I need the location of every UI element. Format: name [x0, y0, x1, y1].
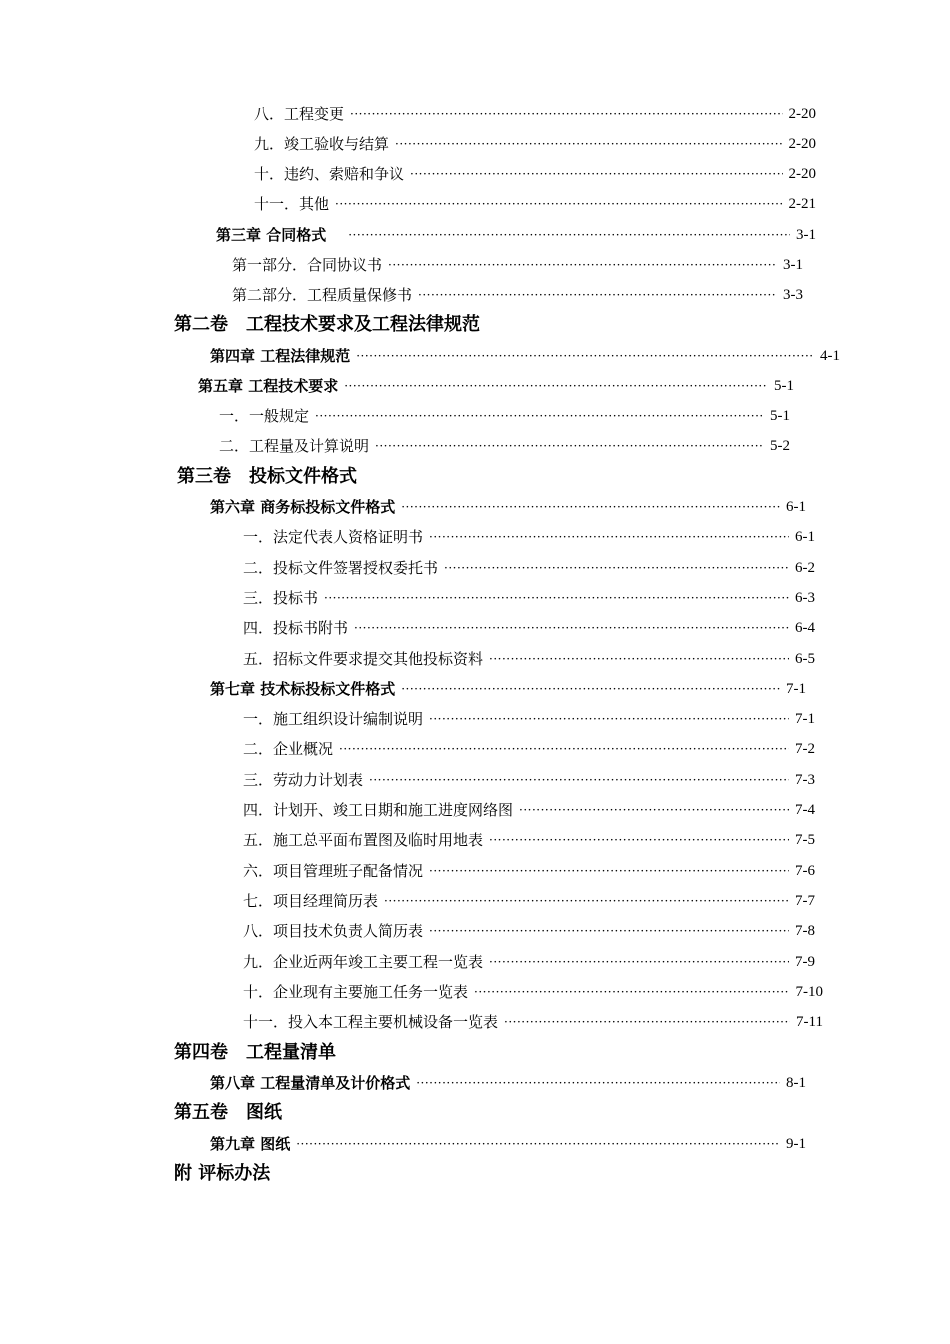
dot-leader	[504, 1010, 790, 1034]
toc-chapter	[210, 1071, 806, 1095]
dot-leader	[489, 647, 789, 671]
dot-leader	[348, 223, 790, 247]
dot-leader	[401, 677, 780, 701]
toc-entry-page: 7-9	[795, 954, 815, 970]
toc-entry	[243, 798, 815, 822]
dot-leader	[444, 556, 789, 580]
toc-entry-page: 7-3	[795, 772, 815, 788]
toc-entry-label: 八．工程变更	[254, 105, 345, 123]
toc-entry	[243, 1010, 823, 1034]
toc-entry	[243, 828, 815, 852]
toc-entry	[243, 768, 815, 792]
toc-entry-label: 八．项目技术负责人简历表	[243, 922, 424, 940]
toc-entry-label: 五．施工总平面布置图及临时用地表	[243, 831, 484, 849]
toc-entry-page: 3-3	[783, 287, 803, 303]
toc-entry	[243, 889, 815, 913]
toc-entry-page: 5-2	[770, 438, 790, 454]
volume-heading: 第五卷 图纸	[174, 1102, 282, 1123]
toc-entry-label: 五．招标文件要求提交其他投标资料	[243, 650, 484, 668]
toc-entry-page: 7-7	[795, 893, 815, 909]
toc-entry	[232, 283, 803, 307]
toc-entry	[254, 162, 816, 186]
dot-leader	[429, 919, 789, 943]
dot-leader	[519, 798, 789, 822]
toc-entry-label: 一．施工组织设计编制说明	[243, 710, 424, 728]
toc-chapter	[198, 374, 794, 398]
dot-leader	[315, 404, 764, 428]
toc-entry-page: 6-4	[795, 620, 815, 636]
toc-entry-page: 2-20	[788, 106, 816, 122]
toc-entry	[243, 980, 823, 1004]
toc-entry-label: 三．投标书	[243, 589, 319, 607]
dot-leader	[429, 859, 789, 883]
toc-entry-page: 6-5	[795, 651, 815, 667]
toc-entry-page: 7-4	[795, 802, 815, 818]
dot-leader	[350, 102, 782, 126]
toc-entry-page: 6-2	[795, 560, 815, 576]
toc-entry-label: 四．计划开、竣工日期和施工进度网络图	[243, 801, 514, 819]
toc-entry-label: 一．法定代表人资格证明书	[243, 528, 424, 546]
toc-entry-page: 7-6	[795, 863, 815, 879]
toc-chapter	[210, 495, 806, 519]
toc-entry	[243, 859, 815, 883]
toc-entry-page: 7-11	[796, 1014, 823, 1030]
toc-entry-label: 三．劳动力计划表	[243, 771, 364, 789]
chapter-title: 第七章 技术标投标文件格式	[210, 680, 396, 698]
dot-leader	[416, 1071, 780, 1095]
toc-entry-label: 四．投标书附书	[243, 619, 349, 637]
toc-entry	[243, 556, 815, 580]
chapter-title: 第九章 图纸	[210, 1135, 291, 1153]
toc-entry	[243, 707, 815, 731]
toc-entry	[254, 132, 816, 156]
toc-entry	[243, 586, 815, 610]
toc-entry-label: 九．竣工验收与结算	[254, 135, 390, 153]
toc-entry-page: 7-5	[795, 832, 815, 848]
toc-entry-label: 十一．其他	[254, 195, 330, 213]
toc-entry-page: 7-8	[795, 923, 815, 939]
toc-entry	[243, 737, 815, 761]
toc-entry-label: 第二部分．工程质量保修书	[232, 286, 413, 304]
toc-entry-page: 7-10	[795, 984, 823, 1000]
toc-chapter	[210, 677, 806, 701]
dot-leader	[474, 980, 789, 1004]
toc-entry-label: 九．企业近两年竣工主要工程一览表	[243, 953, 484, 971]
toc-entry	[219, 404, 790, 428]
toc-entry-page: 5-1	[774, 378, 794, 394]
toc-entry-label: 二．企业概况	[243, 740, 334, 758]
dot-leader	[429, 525, 789, 549]
toc-entry	[243, 616, 815, 640]
dot-leader	[339, 737, 789, 761]
dot-leader	[354, 616, 789, 640]
toc-entry-label: 一．一般规定	[219, 407, 310, 425]
toc-entry-page: 7-2	[795, 741, 815, 757]
toc-entry-label: 七．项目经理简历表	[243, 892, 379, 910]
dot-leader	[401, 495, 780, 519]
toc-entry	[243, 919, 815, 943]
toc-entry	[254, 102, 816, 126]
toc-entry-page: 2-21	[788, 196, 816, 212]
toc-entry-label: 二．工程量及计算说明	[219, 437, 370, 455]
toc-entry	[232, 253, 803, 277]
toc-chapter	[210, 1132, 806, 1156]
toc-entry-page: 5-1	[770, 408, 790, 424]
dot-leader	[344, 374, 768, 398]
chapter-title: 第六章 商务标投标文件格式	[210, 498, 396, 516]
toc-entry-label: 二．投标文件签署授权委托书	[243, 559, 439, 577]
toc-entry-page: 2-20	[788, 136, 816, 152]
dot-leader	[296, 1132, 780, 1156]
dot-leader	[429, 707, 789, 731]
dot-leader	[410, 162, 782, 186]
toc-entry	[243, 525, 815, 549]
toc-entry-page: 7-1	[795, 711, 815, 727]
dot-leader	[369, 768, 789, 792]
toc-entry-page: 2-20	[788, 166, 816, 182]
volume-heading: 第二卷 工程技术要求及工程法律规范	[174, 314, 480, 335]
chapter-title: 第八章 工程量清单及计价格式	[210, 1074, 411, 1092]
volume-heading: 第四卷 工程量清单	[174, 1042, 336, 1063]
dot-leader	[384, 889, 789, 913]
toc-entry-page: 3-1	[783, 257, 803, 273]
toc-entry-page: 8-1	[786, 1075, 806, 1091]
toc-entry-page: 4-1	[820, 348, 840, 364]
toc-entry-label: 十一．投入本工程主要机械设备一览表	[243, 1013, 499, 1031]
toc-entry-page: 6-1	[786, 499, 806, 515]
toc-entry-page: 9-1	[786, 1136, 806, 1152]
dot-leader	[335, 192, 782, 216]
chapter-title: 第五章 工程技术要求	[198, 377, 339, 395]
dot-leader	[375, 434, 764, 458]
dot-leader	[489, 828, 789, 852]
toc-chapter	[216, 223, 816, 247]
toc-chapter	[210, 344, 840, 368]
dot-leader	[418, 283, 777, 307]
appendix-heading: 附 评标办法	[174, 1163, 271, 1184]
volume-heading: 第三卷 投标文件格式	[177, 466, 357, 487]
toc-entry	[254, 192, 816, 216]
toc-entry	[243, 647, 815, 671]
dot-leader	[356, 344, 814, 368]
chapter-title: 第四章 工程法律规范	[210, 347, 351, 365]
toc-entry	[219, 434, 790, 458]
toc-entry-page: 6-3	[795, 590, 815, 606]
dot-leader	[489, 950, 789, 974]
dot-leader	[388, 253, 777, 277]
toc-entry-label: 六．项目管理班子配备情况	[243, 862, 424, 880]
toc-entry-label: 第一部分．合同协议书	[232, 256, 383, 274]
toc-entry-page: 3-1	[796, 227, 816, 243]
toc-entry-page: 7-1	[786, 681, 806, 697]
dot-leader	[324, 586, 789, 610]
toc-entry	[243, 950, 815, 974]
dot-leader	[395, 132, 782, 156]
toc-entry-label: 十．违约、索赔和争议	[254, 165, 405, 183]
toc-entry-label: 十．企业现有主要施工任务一览表	[243, 983, 469, 1001]
chapter-title: 第三章 合同格式	[216, 226, 327, 244]
toc-entry-page: 6-1	[795, 529, 815, 545]
